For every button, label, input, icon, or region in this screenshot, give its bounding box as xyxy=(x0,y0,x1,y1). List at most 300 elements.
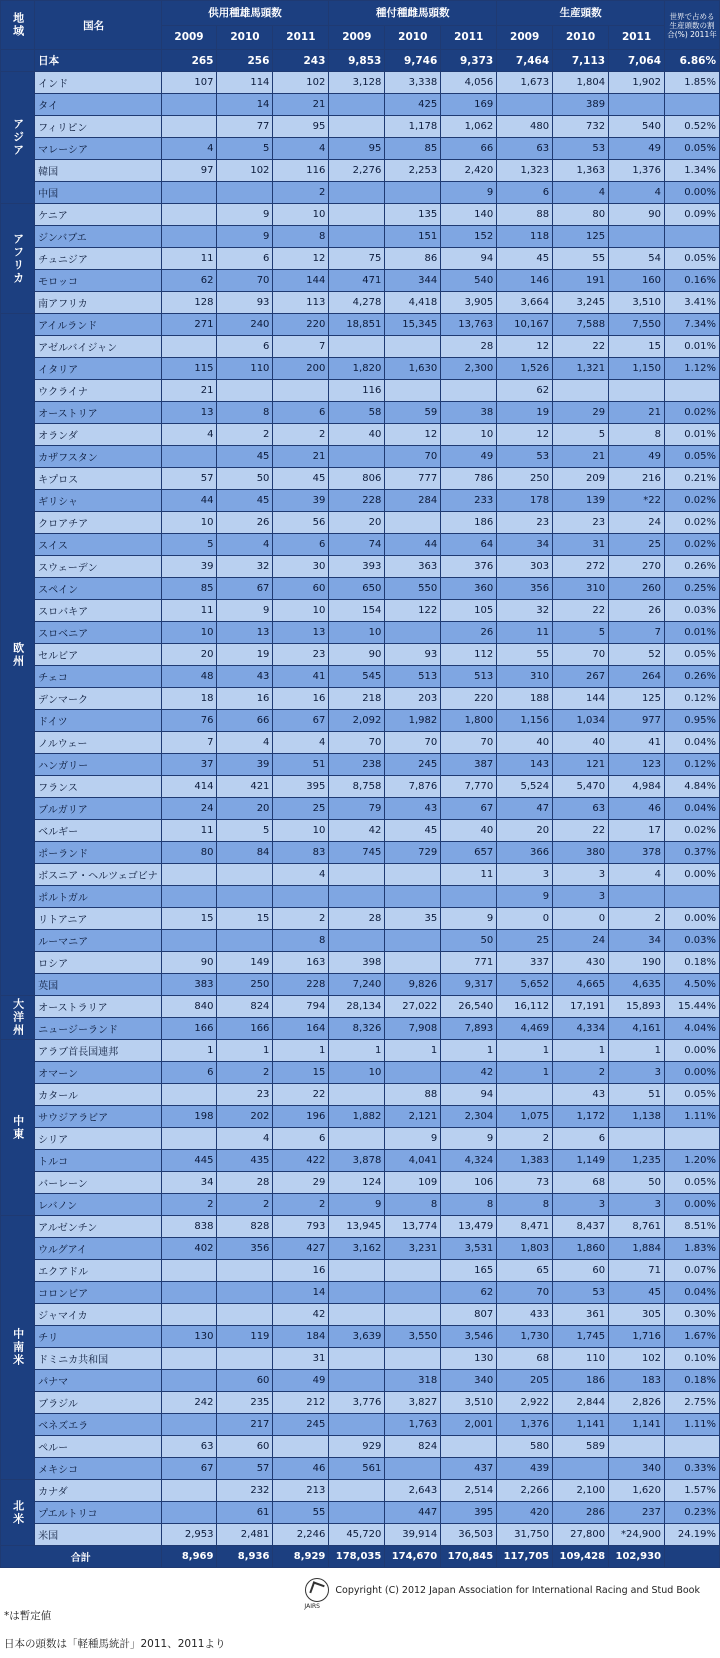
value-cell: 80 xyxy=(161,842,217,864)
value-cell: 8,936 xyxy=(217,1546,273,1568)
value-cell: 105 xyxy=(441,600,497,622)
value-cell xyxy=(161,886,217,908)
value-cell: 378 xyxy=(609,842,665,864)
value-cell: 433 xyxy=(497,1304,553,1326)
value-cell: 561 xyxy=(329,1458,385,1480)
footer xyxy=(0,1568,720,1658)
value-cell: 15 xyxy=(273,1062,329,1084)
country-cell: ウルグアイ xyxy=(35,1238,161,1260)
value-cell: 1,820 xyxy=(329,358,385,380)
value-cell: 102 xyxy=(609,1348,665,1370)
value-cell xyxy=(329,864,385,886)
country-cell: チェコ xyxy=(35,666,161,688)
table-row xyxy=(1,490,720,512)
value-cell: 1,075 xyxy=(497,1106,553,1128)
value-cell: 272 xyxy=(553,556,609,578)
value-cell: 2 xyxy=(273,1194,329,1216)
value-cell xyxy=(161,1260,217,1282)
table-row xyxy=(1,468,720,490)
value-cell xyxy=(553,1458,609,1480)
value-cell: 2,266 xyxy=(497,1480,553,1502)
value-cell: 70 xyxy=(441,732,497,754)
table-row xyxy=(1,204,720,226)
value-cell: 34 xyxy=(161,1172,217,1194)
value-cell: 44 xyxy=(385,534,441,556)
value-cell: 15,893 xyxy=(609,996,665,1018)
value-cell xyxy=(329,226,385,248)
value-cell xyxy=(161,1084,217,1106)
share-cell: 0.02% xyxy=(665,534,720,556)
share-cell: 0.52% xyxy=(665,116,720,138)
country-cell: コロンビア xyxy=(35,1282,161,1304)
country-cell: カザフスタン xyxy=(35,446,161,468)
table-row xyxy=(1,1436,720,1458)
value-cell: 8,758 xyxy=(329,776,385,798)
table-row xyxy=(1,512,720,534)
value-cell: 48 xyxy=(161,666,217,688)
value-cell: 3,245 xyxy=(553,292,609,314)
value-cell: 1,902 xyxy=(609,72,665,94)
value-cell: 67 xyxy=(217,578,273,600)
value-cell: 1,526 xyxy=(497,358,553,380)
value-cell xyxy=(161,1370,217,1392)
value-cell: 71 xyxy=(609,1260,665,1282)
value-cell: 113 xyxy=(273,292,329,314)
value-cell: 1,141 xyxy=(553,1414,609,1436)
share-cell: 0.05% xyxy=(665,138,720,160)
value-cell: 37 xyxy=(161,754,217,776)
share-cell: 1.34% xyxy=(665,160,720,182)
table-row xyxy=(1,1502,720,1524)
value-cell: 67 xyxy=(161,1458,217,1480)
value-cell: 23 xyxy=(217,1084,273,1106)
value-cell: 50 xyxy=(441,930,497,952)
table-row xyxy=(1,72,720,94)
value-cell: 1,138 xyxy=(609,1106,665,1128)
value-cell: 90 xyxy=(161,952,217,974)
value-cell: 39 xyxy=(161,556,217,578)
value-cell: 86 xyxy=(385,248,441,270)
value-cell: 828 xyxy=(217,1216,273,1238)
table-row xyxy=(1,1084,720,1106)
value-cell: 1 xyxy=(497,1040,553,1062)
value-cell: 196 xyxy=(273,1106,329,1128)
value-cell: 1,235 xyxy=(609,1150,665,1172)
table-row xyxy=(1,798,720,820)
value-cell: 43 xyxy=(553,1084,609,1106)
value-cell: 28 xyxy=(441,336,497,358)
value-cell: 25 xyxy=(609,534,665,556)
value-cell: 356 xyxy=(497,578,553,600)
region-label: 中南米 xyxy=(1,1216,35,1480)
value-cell xyxy=(329,1480,385,1502)
value-cell: 250 xyxy=(217,974,273,996)
table-row xyxy=(1,820,720,842)
value-cell: 2,643 xyxy=(385,1480,441,1502)
country-cell: オマーン xyxy=(35,1062,161,1084)
value-cell: 238 xyxy=(329,754,385,776)
value-cell: 32 xyxy=(497,600,553,622)
table-row-total xyxy=(1,1546,720,1568)
value-cell: 4 xyxy=(217,534,273,556)
share-cell: 0.33% xyxy=(665,1458,720,1480)
share-cell xyxy=(665,1436,720,1458)
value-cell: 191 xyxy=(553,270,609,292)
value-cell: 260 xyxy=(609,578,665,600)
value-cell: 1,860 xyxy=(553,1238,609,1260)
value-cell: 50 xyxy=(609,1172,665,1194)
value-cell: 232 xyxy=(217,1480,273,1502)
value-cell: *22 xyxy=(609,490,665,512)
value-cell: 90 xyxy=(609,204,665,226)
country-cell: ルーマニア xyxy=(35,930,161,952)
value-cell: 143 xyxy=(497,754,553,776)
value-cell: 8 xyxy=(273,930,329,952)
value-cell xyxy=(217,1348,273,1370)
value-cell: 545 xyxy=(329,666,385,688)
value-cell: 26 xyxy=(217,512,273,534)
value-cell: 32 xyxy=(217,556,273,578)
value-cell: 178 xyxy=(497,490,553,512)
value-cell: 2,246 xyxy=(273,1524,329,1546)
value-cell: 18,851 xyxy=(329,314,385,336)
share-cell: 1.20% xyxy=(665,1150,720,1172)
value-cell xyxy=(161,864,217,886)
value-cell xyxy=(497,94,553,116)
value-cell: 88 xyxy=(497,204,553,226)
table-row xyxy=(1,94,720,116)
value-cell: 63 xyxy=(161,1436,217,1458)
value-cell xyxy=(161,94,217,116)
value-cell xyxy=(161,336,217,358)
value-cell: 144 xyxy=(273,270,329,292)
value-cell: 198 xyxy=(161,1106,217,1128)
value-cell: 24 xyxy=(161,798,217,820)
value-cell: 125 xyxy=(609,688,665,710)
value-cell xyxy=(385,1458,441,1480)
value-cell: 68 xyxy=(497,1348,553,1370)
value-cell: 4 xyxy=(161,424,217,446)
value-cell: 1,062 xyxy=(441,116,497,138)
value-cell: 40 xyxy=(329,424,385,446)
value-cell: 217 xyxy=(217,1414,273,1436)
table-row xyxy=(1,578,720,600)
table-row xyxy=(1,710,720,732)
value-cell: 245 xyxy=(385,754,441,776)
value-cell: 151 xyxy=(385,226,441,248)
value-cell: 793 xyxy=(273,1216,329,1238)
value-cell xyxy=(385,864,441,886)
value-cell: 356 xyxy=(217,1238,273,1260)
country-cell: スペイン xyxy=(35,578,161,600)
value-cell xyxy=(441,380,497,402)
value-cell: 2,420 xyxy=(441,160,497,182)
value-cell: 4 xyxy=(273,138,329,160)
value-cell: 480 xyxy=(497,116,553,138)
value-cell: 128 xyxy=(161,292,217,314)
value-cell: 806 xyxy=(329,468,385,490)
value-cell: 75 xyxy=(329,248,385,270)
value-cell: 8,326 xyxy=(329,1018,385,1040)
value-cell: 188 xyxy=(497,688,553,710)
value-cell xyxy=(217,886,273,908)
value-cell: 31 xyxy=(553,534,609,556)
value-cell: 8,969 xyxy=(161,1546,217,1568)
value-cell: 17,191 xyxy=(553,996,609,1018)
value-cell xyxy=(329,182,385,204)
value-cell: 9,746 xyxy=(385,50,441,72)
value-cell: 6 xyxy=(497,182,553,204)
country-cell: ブルガリア xyxy=(35,798,161,820)
value-cell: 97 xyxy=(161,160,217,182)
share-cell xyxy=(665,94,720,116)
value-cell: 318 xyxy=(385,1370,441,1392)
value-cell: 977 xyxy=(609,710,665,732)
value-cell: 154 xyxy=(329,600,385,622)
value-cell: 8 xyxy=(273,226,329,248)
share-cell: 0.00% xyxy=(665,908,720,930)
value-cell: 4 xyxy=(609,182,665,204)
value-cell: 589 xyxy=(553,1436,609,1458)
value-cell: 233 xyxy=(441,490,497,512)
value-cell: 360 xyxy=(441,578,497,600)
value-cell: 9 xyxy=(217,204,273,226)
value-cell: 4,161 xyxy=(609,1018,665,1040)
value-cell: 3 xyxy=(553,1194,609,1216)
value-cell: 7,550 xyxy=(609,314,665,336)
value-cell: 2 xyxy=(273,424,329,446)
value-cell: 5,524 xyxy=(497,776,553,798)
value-cell: 20 xyxy=(161,644,217,666)
value-cell: 116 xyxy=(329,380,385,402)
share-header: 世界で占める生産頭数の割合(%) 2011年 xyxy=(665,1,720,50)
table-row xyxy=(1,952,720,974)
value-cell: 1,376 xyxy=(609,160,665,182)
value-cell: 228 xyxy=(329,490,385,512)
value-cell: 2,844 xyxy=(553,1392,609,1414)
table-row xyxy=(1,1238,720,1260)
value-cell: 427 xyxy=(273,1238,329,1260)
value-cell: 5,470 xyxy=(553,776,609,798)
table-row xyxy=(1,138,720,160)
value-cell: 7 xyxy=(609,622,665,644)
value-cell: 435 xyxy=(217,1150,273,1172)
value-cell: 1 xyxy=(553,1040,609,1062)
table-row-japan xyxy=(1,50,720,72)
value-cell xyxy=(497,1084,553,1106)
value-cell: 41 xyxy=(609,732,665,754)
value-cell xyxy=(329,1084,385,1106)
country-cell: ジンバブエ xyxy=(35,226,161,248)
value-cell: 34 xyxy=(609,930,665,952)
value-cell: 2,253 xyxy=(385,160,441,182)
value-cell: 6 xyxy=(273,1128,329,1150)
value-cell: 2 xyxy=(273,908,329,930)
share-cell: 0.07% xyxy=(665,1260,720,1282)
table-row xyxy=(1,1260,720,1282)
value-cell: 1,804 xyxy=(553,72,609,94)
value-cell: 123 xyxy=(609,754,665,776)
value-cell: 43 xyxy=(217,666,273,688)
value-cell: 794 xyxy=(273,996,329,1018)
value-cell: 102 xyxy=(273,72,329,94)
value-cell: 13,763 xyxy=(441,314,497,336)
value-cell: 51 xyxy=(609,1084,665,1106)
value-cell: 102 xyxy=(217,160,273,182)
value-cell: 1 xyxy=(497,1062,553,1084)
country-cell: タイ xyxy=(35,94,161,116)
value-cell xyxy=(609,94,665,116)
country-cell: セルビア xyxy=(35,644,161,666)
table-row xyxy=(1,600,720,622)
country-cell: キプロス xyxy=(35,468,161,490)
value-cell: 310 xyxy=(553,578,609,600)
value-cell: 67 xyxy=(273,710,329,732)
table-row xyxy=(1,1326,720,1348)
value-cell: 745 xyxy=(329,842,385,864)
value-cell: 42 xyxy=(273,1304,329,1326)
table-row xyxy=(1,688,720,710)
value-cell: 94 xyxy=(441,1084,497,1106)
value-cell: 15 xyxy=(609,336,665,358)
share-cell: 0.05% xyxy=(665,1084,720,1106)
value-cell: 264 xyxy=(609,666,665,688)
value-cell: 2,300 xyxy=(441,358,497,380)
value-cell: 270 xyxy=(609,556,665,578)
country-cell: ハンガリー xyxy=(35,754,161,776)
share-cell: 0.21% xyxy=(665,468,720,490)
country-cell: チリ xyxy=(35,1326,161,1348)
value-cell: 3,550 xyxy=(385,1326,441,1348)
value-cell: 57 xyxy=(217,1458,273,1480)
value-cell xyxy=(329,1370,385,1392)
value-cell: 4,665 xyxy=(553,974,609,996)
value-cell: 49 xyxy=(609,138,665,160)
value-cell: 8 xyxy=(385,1194,441,1216)
value-cell xyxy=(329,336,385,358)
value-cell: 11 xyxy=(497,622,553,644)
value-cell: 838 xyxy=(161,1216,217,1238)
share-cell: 4.84% xyxy=(665,776,720,798)
stallions-header: 供用種雄馬頭数 xyxy=(161,1,329,26)
value-cell: 3,510 xyxy=(441,1392,497,1414)
value-cell: 13 xyxy=(217,622,273,644)
value-cell: 25 xyxy=(273,798,329,820)
value-cell: 178,035 xyxy=(329,1546,385,1568)
value-cell: 240 xyxy=(217,314,273,336)
value-cell xyxy=(217,1282,273,1304)
value-cell: 3 xyxy=(497,864,553,886)
table-row xyxy=(1,182,720,204)
value-cell: 9 xyxy=(385,1128,441,1150)
value-cell: 1 xyxy=(385,1040,441,1062)
value-cell: 2,826 xyxy=(609,1392,665,1414)
value-cell: 121 xyxy=(553,754,609,776)
value-cell: 245 xyxy=(273,1414,329,1436)
value-cell: 303 xyxy=(497,556,553,578)
country-cell: サウジアラビア xyxy=(35,1106,161,1128)
table-row xyxy=(1,160,720,182)
value-cell: 5 xyxy=(217,138,273,160)
year-header: 2009 xyxy=(329,25,385,50)
value-cell: 122 xyxy=(385,600,441,622)
value-cell: 13,479 xyxy=(441,1216,497,1238)
value-cell: 807 xyxy=(441,1304,497,1326)
value-cell xyxy=(385,952,441,974)
value-cell: 0 xyxy=(497,908,553,930)
value-cell: 117,705 xyxy=(497,1546,553,1568)
country-cell: ブラジル xyxy=(35,1392,161,1414)
value-cell: 186 xyxy=(553,1370,609,1392)
table-row xyxy=(1,292,720,314)
country-header: 国名 xyxy=(35,1,161,50)
value-cell: 824 xyxy=(385,1436,441,1458)
value-cell: 6 xyxy=(273,534,329,556)
value-cell xyxy=(329,446,385,468)
country-cell: メキシコ xyxy=(35,1458,161,1480)
value-cell: 363 xyxy=(385,556,441,578)
table-row xyxy=(1,622,720,644)
value-cell xyxy=(329,930,385,952)
value-cell: 23 xyxy=(497,512,553,534)
value-cell: 8 xyxy=(441,1194,497,1216)
value-cell: 256 xyxy=(217,50,273,72)
value-cell: 15 xyxy=(161,908,217,930)
value-cell: 421 xyxy=(217,776,273,798)
value-cell: 4,418 xyxy=(385,292,441,314)
value-cell: 11 xyxy=(441,864,497,886)
country-cell: オーストラリア xyxy=(35,996,161,1018)
share-cell: 0.01% xyxy=(665,424,720,446)
value-cell: 17 xyxy=(609,820,665,842)
value-cell: 1,620 xyxy=(609,1480,665,1502)
value-cell: 31,750 xyxy=(497,1524,553,1546)
value-cell xyxy=(385,1062,441,1084)
value-cell: 3 xyxy=(553,886,609,908)
value-cell: 38 xyxy=(441,402,497,424)
share-cell: 0.03% xyxy=(665,600,720,622)
value-cell: 550 xyxy=(385,578,441,600)
value-cell: 3,546 xyxy=(441,1326,497,1348)
value-cell: 28,134 xyxy=(329,996,385,1018)
value-cell: 146 xyxy=(497,270,553,292)
value-cell: 16 xyxy=(217,688,273,710)
value-cell xyxy=(329,1348,385,1370)
value-cell: 15 xyxy=(217,908,273,930)
value-cell: 1,156 xyxy=(497,710,553,732)
jairs-logo-icon xyxy=(304,1578,329,1610)
value-cell: 380 xyxy=(553,842,609,864)
value-cell: 76 xyxy=(161,710,217,732)
value-cell: 58 xyxy=(329,402,385,424)
value-cell: 95 xyxy=(329,138,385,160)
value-cell xyxy=(609,226,665,248)
value-cell: 106 xyxy=(441,1172,497,1194)
value-cell: 22 xyxy=(273,1084,329,1106)
value-cell: 5 xyxy=(553,424,609,446)
year-header: 2011 xyxy=(441,25,497,50)
value-cell: 9 xyxy=(497,886,553,908)
value-cell: 389 xyxy=(553,94,609,116)
value-cell: 63 xyxy=(497,138,553,160)
value-cell: 11 xyxy=(161,248,217,270)
table-row xyxy=(1,930,720,952)
value-cell: 657 xyxy=(441,842,497,864)
value-cell: 51 xyxy=(273,754,329,776)
value-cell: 16 xyxy=(273,688,329,710)
copyright-text: Copyright (C) 2012 Japan Association for International Racing and Stud Book xyxy=(335,1584,700,1596)
value-cell: 310 xyxy=(497,666,553,688)
